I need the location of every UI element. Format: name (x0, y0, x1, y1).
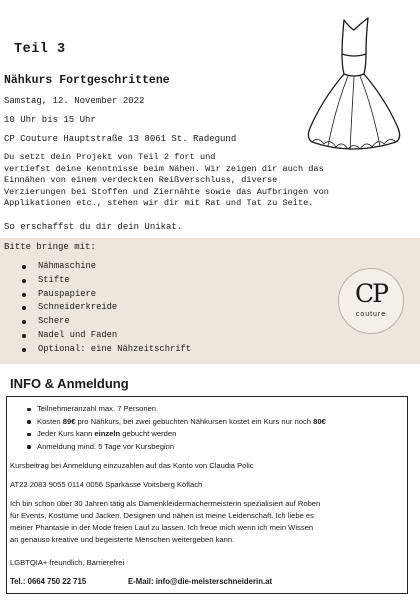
list-item: Stifte (38, 274, 191, 288)
description-line: Applikationen etc., stehen wir dir mit Rat und Tat zu Seite. (4, 198, 314, 209)
email-address[interactable]: E-Mail: info@die-meisterschneiderin.at (128, 577, 273, 586)
lgbt-friendly-note: LGBTQIA+ freundlich, Barrierefrei (10, 558, 125, 567)
list-item (37, 428, 326, 441)
course-location: CP Couture Hauptstraße 13 8061 St. Radegund (4, 134, 237, 144)
cost-price: 89€ (62, 416, 76, 426)
description-line: Du setzt dein Projekt von Teil 2 fort und (4, 152, 216, 162)
list-item: Anmeldung mind. 5 Tage vor Kursbeginn (37, 441, 326, 454)
dress-illustration (292, 10, 414, 156)
list-item: Optional: eine Nähzeitschrift (38, 343, 191, 357)
about-line: meiner Phantasie in der Mode freien Lauf zu lassen. Ich freue mich wenn ich mein Wissen (10, 523, 314, 532)
about-line: an genauso kreative und begeisterte Menschen weitergeben kann. (10, 535, 235, 544)
closing-line: So erschaffst du dir dein Unikat. (4, 222, 183, 232)
phone-number[interactable]: Tel.: 0664 750 22 715 (10, 577, 87, 586)
cp-couture-logo (338, 268, 404, 334)
course-date: Samstag, 12. November 2022 (4, 96, 145, 106)
payment-info: Kursbeitrag bei Anmeldung einzuzahlen auf das Konto von Claudia Polic (10, 461, 254, 470)
description-line: Verzierungen bei Stoffen und Ziernähte sowie das Aufbringen von (4, 186, 329, 197)
cost-text: pro Nähkurs, bei zwei gebuchten Nähkursen kostet ein Kurs nur noch (75, 416, 314, 426)
list-item (37, 416, 326, 429)
single-text: gebucht werden (120, 429, 177, 438)
bring-list (0, 260, 191, 357)
info-list (7, 403, 326, 453)
single-text: Jeder Kurs kann (37, 429, 95, 438)
course-description (4, 152, 404, 210)
list-item: Nadel und Faden (38, 329, 191, 343)
list-item: Nähmaschine (38, 260, 191, 274)
list-item: Pauspapiere (38, 288, 191, 302)
about-text (10, 498, 396, 546)
about-line: für Events, Kostüme und Jacken. Designen und nähen ist meine Leidenschaft. Ich liebe es (10, 511, 314, 520)
part-title: Teil 3 (14, 42, 66, 57)
info-heading: INFO & Anmeldung (10, 376, 129, 391)
about-line: Ich bin schon über 30 Jahren tätig als Damenkleidermachermeisterin spezialisiert auf Roben (10, 499, 321, 508)
cost-text: Kosten (37, 416, 63, 426)
list-item: Teilnehmeranzahl max. 7 Personen (37, 403, 326, 416)
list-item: Schneiderkreide (38, 301, 191, 315)
list-item: Schere (38, 315, 191, 329)
logo-wordmark: couture (355, 311, 387, 318)
cost-discount: 80€ (313, 416, 326, 426)
bank-account: AT22 2083 9055 0114 0056 Sparkasse Voitsberg Köflach (10, 480, 203, 489)
course-time: 10 Uhr bis 15 Uhr (4, 115, 96, 125)
description-line: Einnähen von einem verdeckten Reißverschluss, diverse (4, 175, 278, 186)
logo-monogram: CP (355, 279, 387, 308)
bring-title: Bitte bringe mit: (4, 242, 96, 252)
description-line: vertiefst deine Kenntnisse beim Nähen. Wir zeigen dir auch das (4, 163, 324, 174)
single-bold: einzeln (94, 429, 121, 438)
course-title: Nähkurs Fortgeschrittene (4, 74, 170, 87)
